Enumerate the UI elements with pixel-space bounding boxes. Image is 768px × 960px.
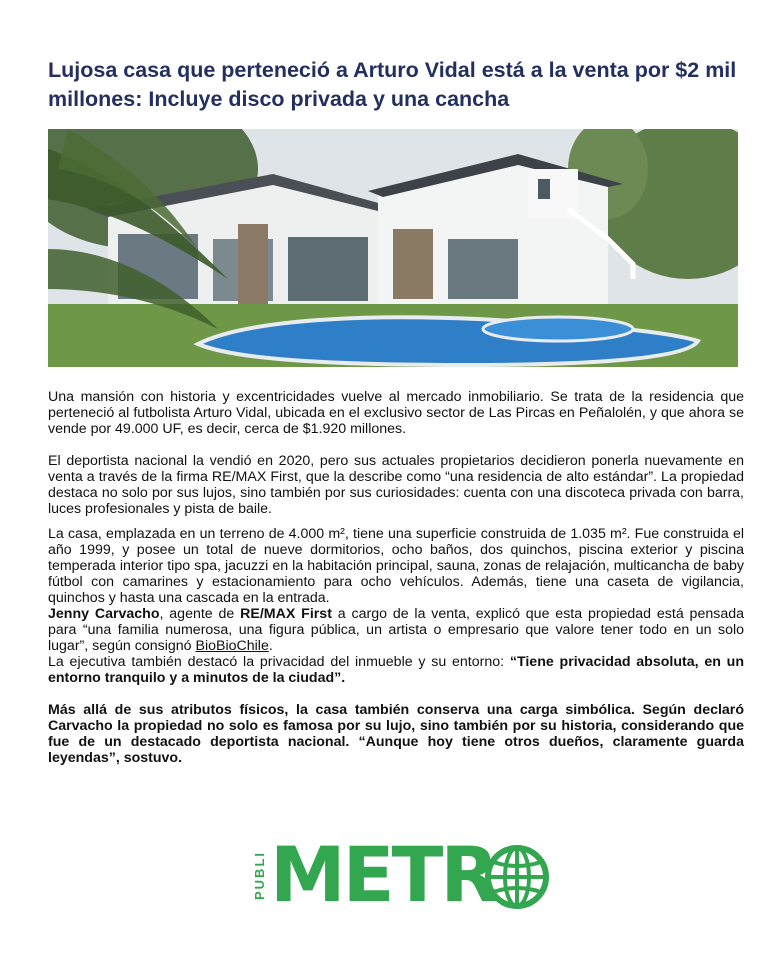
paragraph: La casa, emplazada en un terreno de 4.000 m², tiene una superficie construida de 1.035 m². Fue construida el año 1999, y posee un total de nueve dormitorios, ocho baños, dos quinchos, piscina exterior y piscina temperada interior tipo spa, jacuzzi en la habitación principal, sauna, zonas de relajación, multicancha de baby fútbol con camarines y estacionamiento para ocho vehículos. Además, tiene una caseta de vigilancia, quinchos y hasta una cascada en la entrada. <box>48 526 744 606</box>
house-photo-illustration <box>48 129 738 367</box>
house-photo <box>48 129 738 367</box>
paragraph: Más allá de sus atributos físicos, la casa también conserva una carga simbólica. Según declaró Carvacho la propiedad no solo es famosa por su lujo, sino también por su historia, considerando que fue de un destacado deportista nacional. “Aunque hoy tiene otros dueños, claramente guarda leyendas”, sostuvo. <box>48 702 744 766</box>
globe-icon <box>484 844 550 910</box>
article-body <box>48 389 744 766</box>
paragraph: El deportista nacional la vendió en 2020, pero sus actuales propietarios decidieron ponerla nuevamente en venta a través de la firma RE/MAX First, que la describe como “una residencia de alto estándar”. La propiedad destaca no solo por sus lujos, sino también por sus curiosidades: cuenta con una discoteca privada con barra, luces profesionales y pista de baile. <box>48 453 744 517</box>
quote: “Tiene privacidad absoluta, en un entorno tranquilo y a minutos de la ciudad”. <box>48 654 744 686</box>
paragraph: La ejecutiva también destacó la privacidad del inmueble y su entorno: “Tiene privacidad absoluta, en un entorno tranquilo y a minutos de la ciudad”. <box>48 654 744 686</box>
article-title: Lujosa casa que perteneció a Arturo Vidal está a la venta por $2 mil millones: Incluye disco privada y una cancha <box>48 58 737 111</box>
paragraph: Una mansión con historia y excentricidades vuelve al mercado inmobiliario. Se trata de la residencia que perteneció al futbolista Arturo Vidal, ubicada en el exclusivo sector de Las Pircas en Peñalolén, y que ahora se vende por 49.000 UF, es decir, cerca de $1.920 millones. <box>48 389 744 437</box>
agent-name: Jenny Carvacho <box>48 606 160 622</box>
logo-metro-text: METR <box>270 830 496 919</box>
publimetro-logo <box>252 830 572 919</box>
firm-name: RE/MAX First <box>240 606 332 622</box>
logo-publi-text: PUBLI <box>252 851 267 901</box>
article <box>48 56 744 766</box>
paragraph: Jenny Carvacho, agente de RE/MAX First a cargo de la venta, explicó que esta propiedad está pensada para “una familia numerosa, una figura pública, un artista o empresario que valore tener todo en un solo lugar”, según consignó BioBioChile. <box>48 606 744 654</box>
source-link[interactable]: BioBioChile <box>195 638 269 654</box>
